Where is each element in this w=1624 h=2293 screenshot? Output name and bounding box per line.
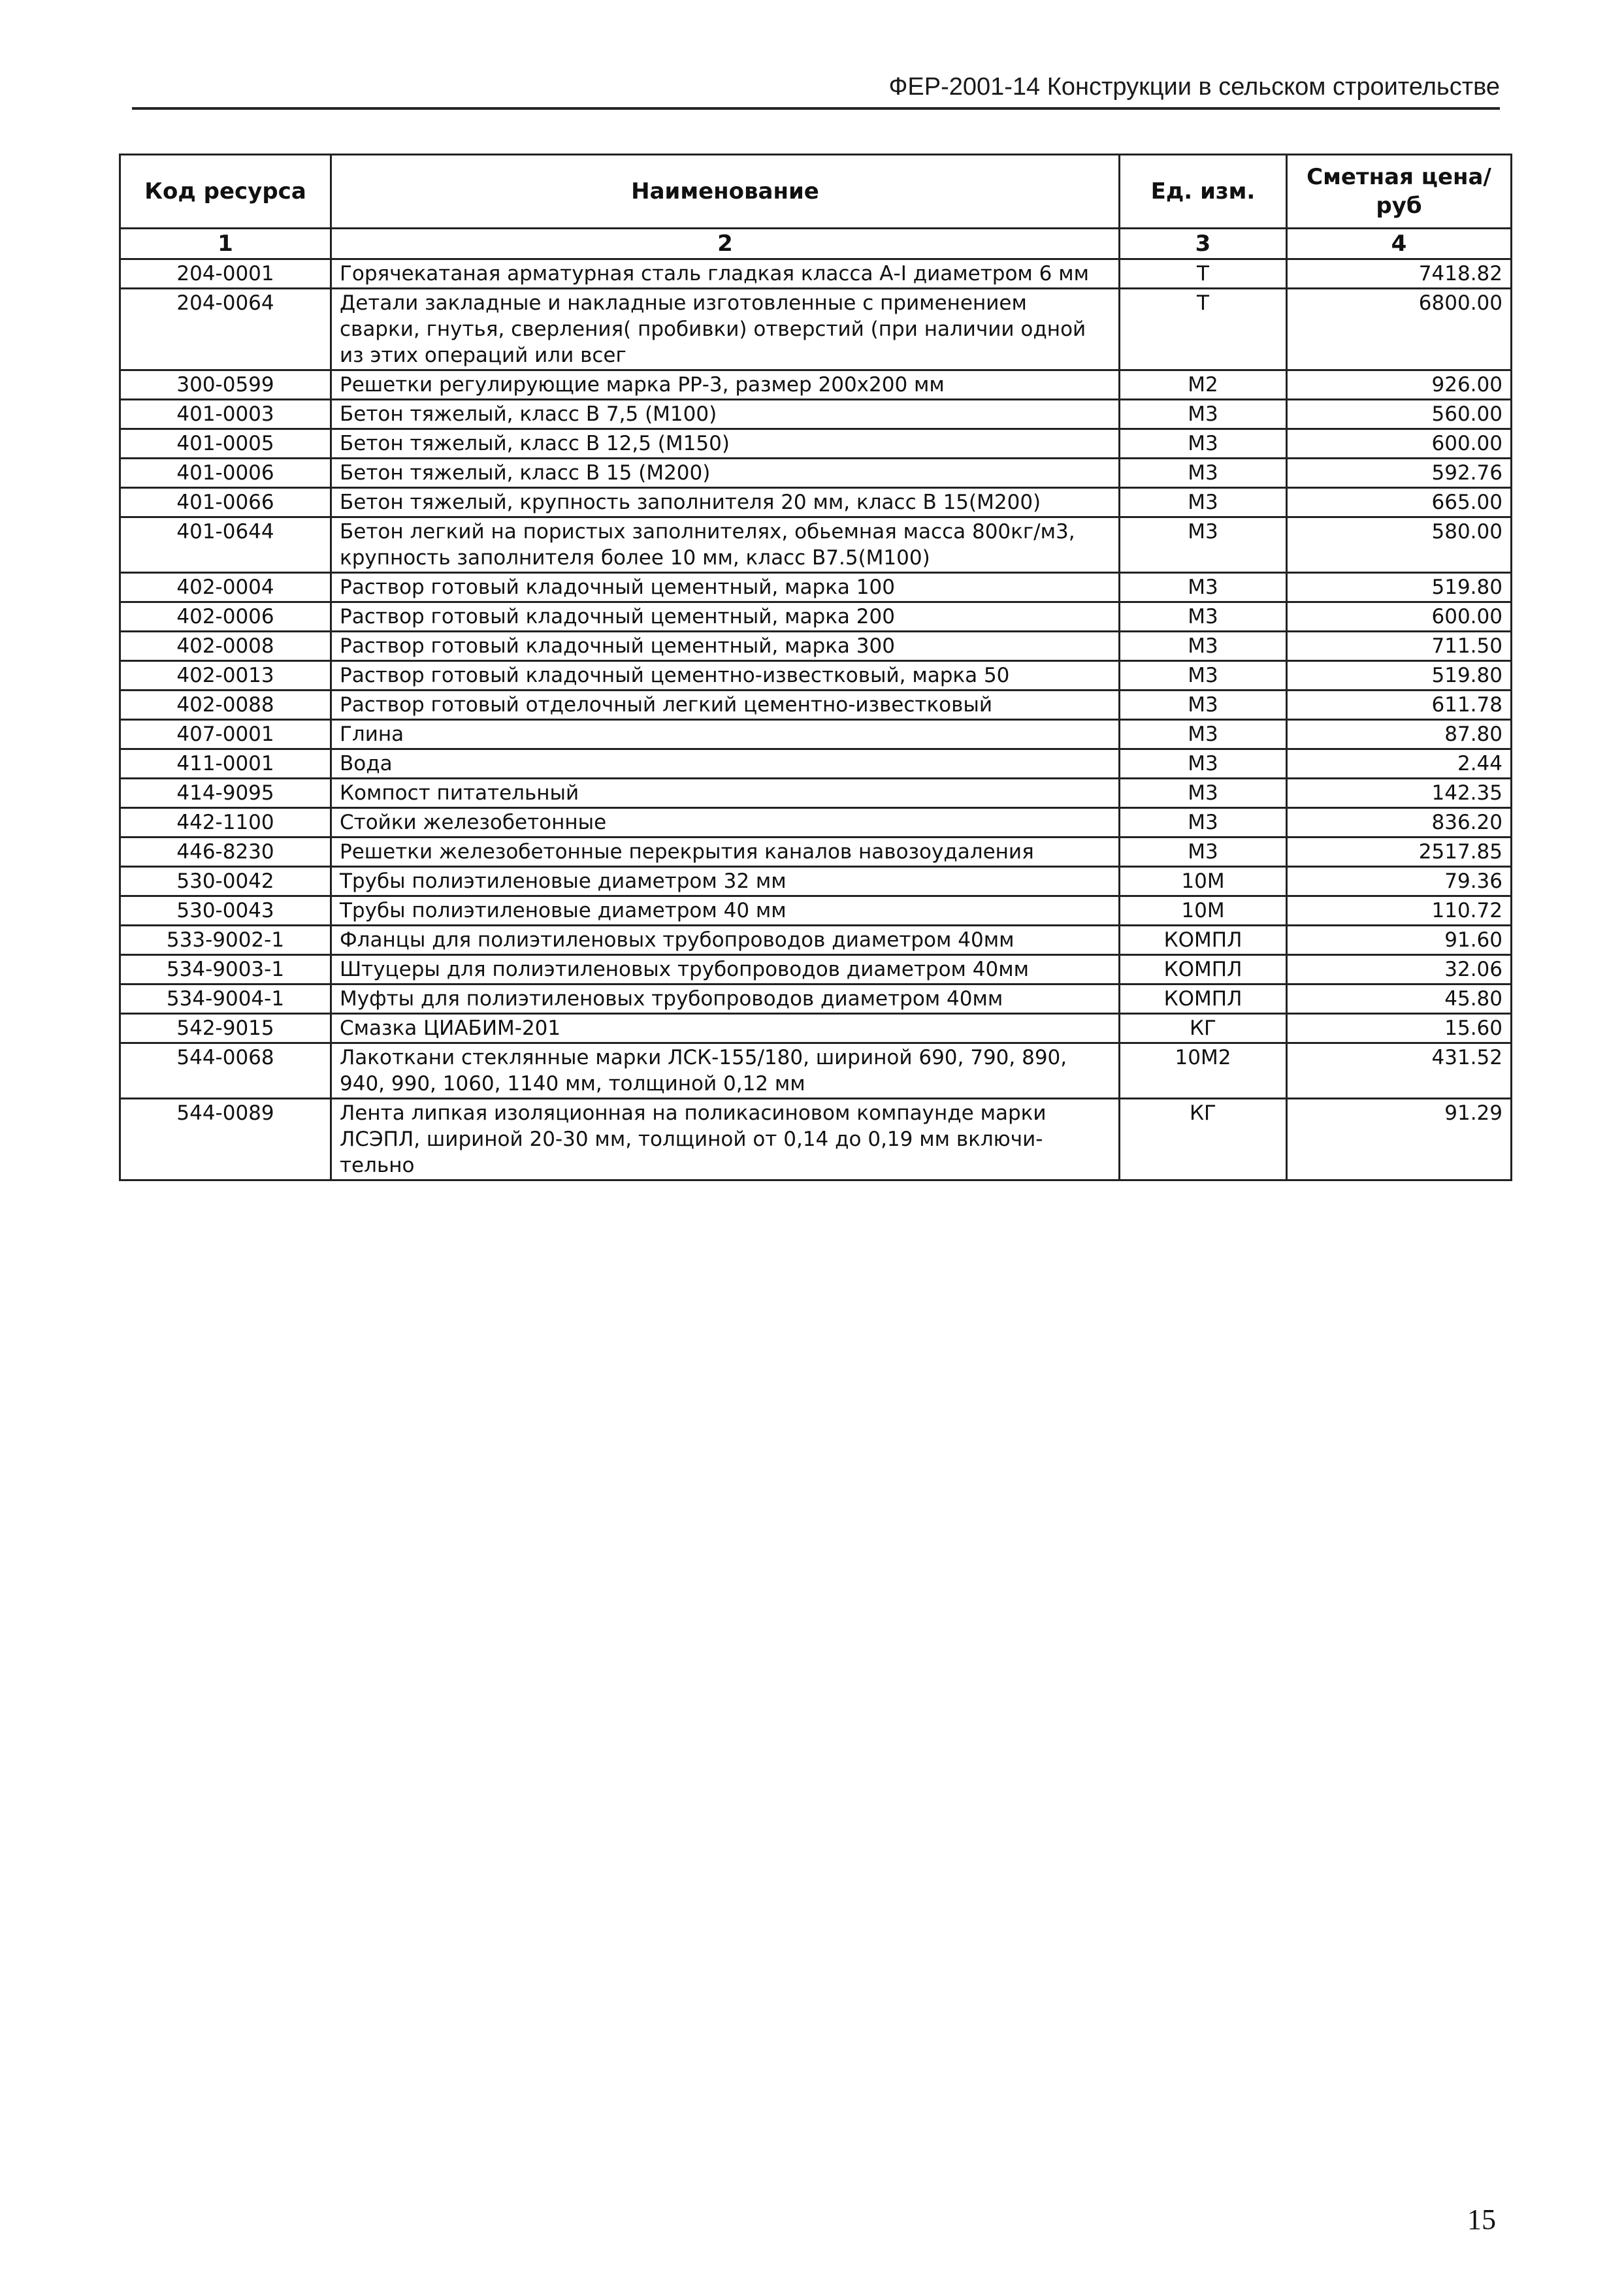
resource-name: Решетки регулирующие марка РР-3, размер 200х200 мм [331, 370, 1120, 400]
resource-code: 401-0003 [120, 400, 331, 429]
resource-price: 6800.00 [1287, 289, 1512, 370]
column-number-4: 4 [1287, 229, 1512, 259]
table-row [120, 259, 1512, 289]
resource-price: 32.06 [1287, 955, 1512, 984]
resource-code: 411-0001 [120, 749, 331, 779]
resource-code: 530-0042 [120, 867, 331, 896]
resource-unit: М3 [1120, 779, 1287, 808]
column-number-1: 1 [120, 229, 331, 259]
column-number-3: 3 [1120, 229, 1287, 259]
resource-unit: М3 [1120, 661, 1287, 691]
table-row [120, 459, 1512, 488]
resource-price: 87.80 [1287, 720, 1512, 749]
table-row [120, 1043, 1512, 1099]
resource-code: 300-0599 [120, 370, 331, 400]
resource-name: Стойки железобетонные [331, 808, 1120, 838]
resource-unit: 10М [1120, 896, 1287, 926]
resource-name: Раствор готовый кладочный цементный, марка 200 [331, 602, 1120, 632]
column-header-code: Код ресурса [120, 155, 331, 229]
table-row [120, 400, 1512, 429]
resource-code: 401-0644 [120, 517, 331, 573]
resource-unit: 10М [1120, 867, 1287, 896]
resource-name: Глина [331, 720, 1120, 749]
table-row [120, 573, 1512, 602]
resource-code: 407-0001 [120, 720, 331, 749]
resource-name: Трубы полиэтиленовые диаметром 40 мм [331, 896, 1120, 926]
column-header-price: Сметная цена/руб [1287, 155, 1512, 229]
resource-price: 592.76 [1287, 459, 1512, 488]
table-row [120, 749, 1512, 779]
resource-code: 544-0089 [120, 1099, 331, 1180]
resource-unit: М3 [1120, 691, 1287, 720]
resource-price: 836.20 [1287, 808, 1512, 838]
resource-name: Смазка ЦИАБИМ-201 [331, 1014, 1120, 1043]
resource-price: 2517.85 [1287, 838, 1512, 867]
resource-name: Штуцеры для полиэтиленовых трубопроводов диаметром 40мм [331, 955, 1120, 984]
resource-name: Раствор готовый кладочный цементно-известковый, марка 50 [331, 661, 1120, 691]
resource-code: 204-0064 [120, 289, 331, 370]
resource-unit: М3 [1120, 573, 1287, 602]
resource-unit: М3 [1120, 720, 1287, 749]
resource-price: 711.50 [1287, 632, 1512, 661]
resource-code: 402-0008 [120, 632, 331, 661]
resource-unit: М3 [1120, 429, 1287, 459]
resource-price: 611.78 [1287, 691, 1512, 720]
table-row [120, 1099, 1512, 1180]
resource-code: 530-0043 [120, 896, 331, 926]
resource-code: 442-1100 [120, 808, 331, 838]
resource-price: 2.44 [1287, 749, 1512, 779]
resource-price: 91.29 [1287, 1099, 1512, 1180]
table-row [120, 838, 1512, 867]
resource-name: Компост питательный [331, 779, 1120, 808]
resource-name: Горячекатаная арматурная сталь гладкая класса А-I диаметром 6 мм [331, 259, 1120, 289]
resource-unit: КОМПЛ [1120, 955, 1287, 984]
resource-name: Детали закладные и накладные изготовленные с применением сварки, гнутья, сверления( пробивки) отверстий (при наличии одной из этих операций или всег [331, 289, 1120, 370]
resource-code: 402-0006 [120, 602, 331, 632]
table-row [120, 955, 1512, 984]
resource-name: Вода [331, 749, 1120, 779]
resource-name: Фланцы для полиэтиленовых трубопроводов диаметром 40мм [331, 926, 1120, 955]
resource-unit: КГ [1120, 1014, 1287, 1043]
column-header-name: Наименование [331, 155, 1120, 229]
resource-unit: КОМПЛ [1120, 984, 1287, 1014]
table-row [120, 370, 1512, 400]
resource-name: Бетон легкий на пористых заполнителях, обьемная масса 800кг/м3, крупность заполнителя более 10 мм, класс В7.5(М100) [331, 517, 1120, 573]
resource-name: Раствор готовый кладочный цементный, марка 300 [331, 632, 1120, 661]
table-row [120, 429, 1512, 459]
resource-name: Трубы полиэтиленовые диаметром 32 мм [331, 867, 1120, 896]
table-row [120, 632, 1512, 661]
resource-code: 402-0013 [120, 661, 331, 691]
resource-price: 600.00 [1287, 429, 1512, 459]
resource-unit: М3 [1120, 459, 1287, 488]
resource-name: Раствор готовый кладочный цементный, марка 100 [331, 573, 1120, 602]
table-body [120, 259, 1512, 1180]
resource-name: Бетон тяжелый, класс В 12,5 (М150) [331, 429, 1120, 459]
resource-unit: 10М2 [1120, 1043, 1287, 1099]
resource-name: Бетон тяжелый, крупность заполнителя 20 мм, класс В 15(М200) [331, 488, 1120, 517]
resource-price: 142.35 [1287, 779, 1512, 808]
table-row [120, 779, 1512, 808]
resource-name: Бетон тяжелый, класс В 7,5 (М100) [331, 400, 1120, 429]
resource-unit: М3 [1120, 517, 1287, 573]
resource-unit: М3 [1120, 602, 1287, 632]
table-row [120, 720, 1512, 749]
resource-code: 401-0006 [120, 459, 331, 488]
table-row [120, 691, 1512, 720]
resource-unit: М2 [1120, 370, 1287, 400]
resource-unit: М3 [1120, 400, 1287, 429]
resource-code: 534-9004-1 [120, 984, 331, 1014]
page-number: 15 [1467, 2204, 1496, 2236]
resource-unit: КОМПЛ [1120, 926, 1287, 955]
resource-price: 15.60 [1287, 1014, 1512, 1043]
table-row [120, 488, 1512, 517]
column-header-unit: Ед. изм. [1120, 155, 1287, 229]
resource-price: 580.00 [1287, 517, 1512, 573]
resource-unit: КГ [1120, 1099, 1287, 1180]
table-row [120, 867, 1512, 896]
resource-price: 600.00 [1287, 602, 1512, 632]
table-header-row [120, 155, 1512, 229]
resources-table [119, 154, 1512, 1181]
resource-price: 926.00 [1287, 370, 1512, 400]
resource-code: 414-9095 [120, 779, 331, 808]
resource-code: 542-9015 [120, 1014, 331, 1043]
resource-name: Бетон тяжелый, класс В 15 (М200) [331, 459, 1120, 488]
resource-unit: М3 [1120, 808, 1287, 838]
resource-price: 7418.82 [1287, 259, 1512, 289]
resource-name: Раствор готовый отделочный легкий цементно-известковый [331, 691, 1120, 720]
resource-name: Лакоткани стеклянные марки ЛСК-155/180, шириной 690, 790, 890, 940, 990, 1060, 1140 мм, толщиной 0,12 мм [331, 1043, 1120, 1099]
table-row [120, 661, 1512, 691]
resource-unit: М3 [1120, 488, 1287, 517]
resource-name: Решетки железобетонные перекрытия каналов навозоудаления [331, 838, 1120, 867]
resource-code: 204-0001 [120, 259, 331, 289]
resource-unit: Т [1120, 289, 1287, 370]
table-row [120, 517, 1512, 573]
resource-price: 45.80 [1287, 984, 1512, 1014]
resource-price: 519.80 [1287, 573, 1512, 602]
table-row [120, 602, 1512, 632]
resource-price: 519.80 [1287, 661, 1512, 691]
resource-code: 401-0005 [120, 429, 331, 459]
resource-unit: М3 [1120, 632, 1287, 661]
resource-code: 544-0068 [120, 1043, 331, 1099]
resource-price: 431.52 [1287, 1043, 1512, 1099]
resource-price: 79.36 [1287, 867, 1512, 896]
resource-code: 401-0066 [120, 488, 331, 517]
resource-code: 402-0004 [120, 573, 331, 602]
resource-code: 446-8230 [120, 838, 331, 867]
resource-price: 91.60 [1287, 926, 1512, 955]
table-row [120, 808, 1512, 838]
resource-unit: М3 [1120, 749, 1287, 779]
resource-name: Лента липкая изоляционная на поликасиновом компаунде марки ЛСЭПЛ, шириной 20-30 мм, толщиной от 0,14 до 0,19 мм включи-тельно [331, 1099, 1120, 1180]
table-row [120, 289, 1512, 370]
resource-price: 560.00 [1287, 400, 1512, 429]
table-row [120, 1014, 1512, 1043]
table-row [120, 984, 1512, 1014]
resource-unit: Т [1120, 259, 1287, 289]
document-header-title: ФЕР-2001-14 Конструкции в сельском строительстве [888, 73, 1500, 101]
table-row [120, 926, 1512, 955]
resource-code: 402-0088 [120, 691, 331, 720]
column-number-2: 2 [331, 229, 1120, 259]
resource-price: 110.72 [1287, 896, 1512, 926]
resource-name: Муфты для полиэтиленовых трубопроводов диаметром 40мм [331, 984, 1120, 1014]
table-row [120, 896, 1512, 926]
resource-code: 534-9003-1 [120, 955, 331, 984]
resource-code: 533-9002-1 [120, 926, 331, 955]
column-number-row [120, 229, 1512, 259]
header-rule [132, 107, 1500, 110]
resource-unit: М3 [1120, 838, 1287, 867]
resource-price: 665.00 [1287, 488, 1512, 517]
